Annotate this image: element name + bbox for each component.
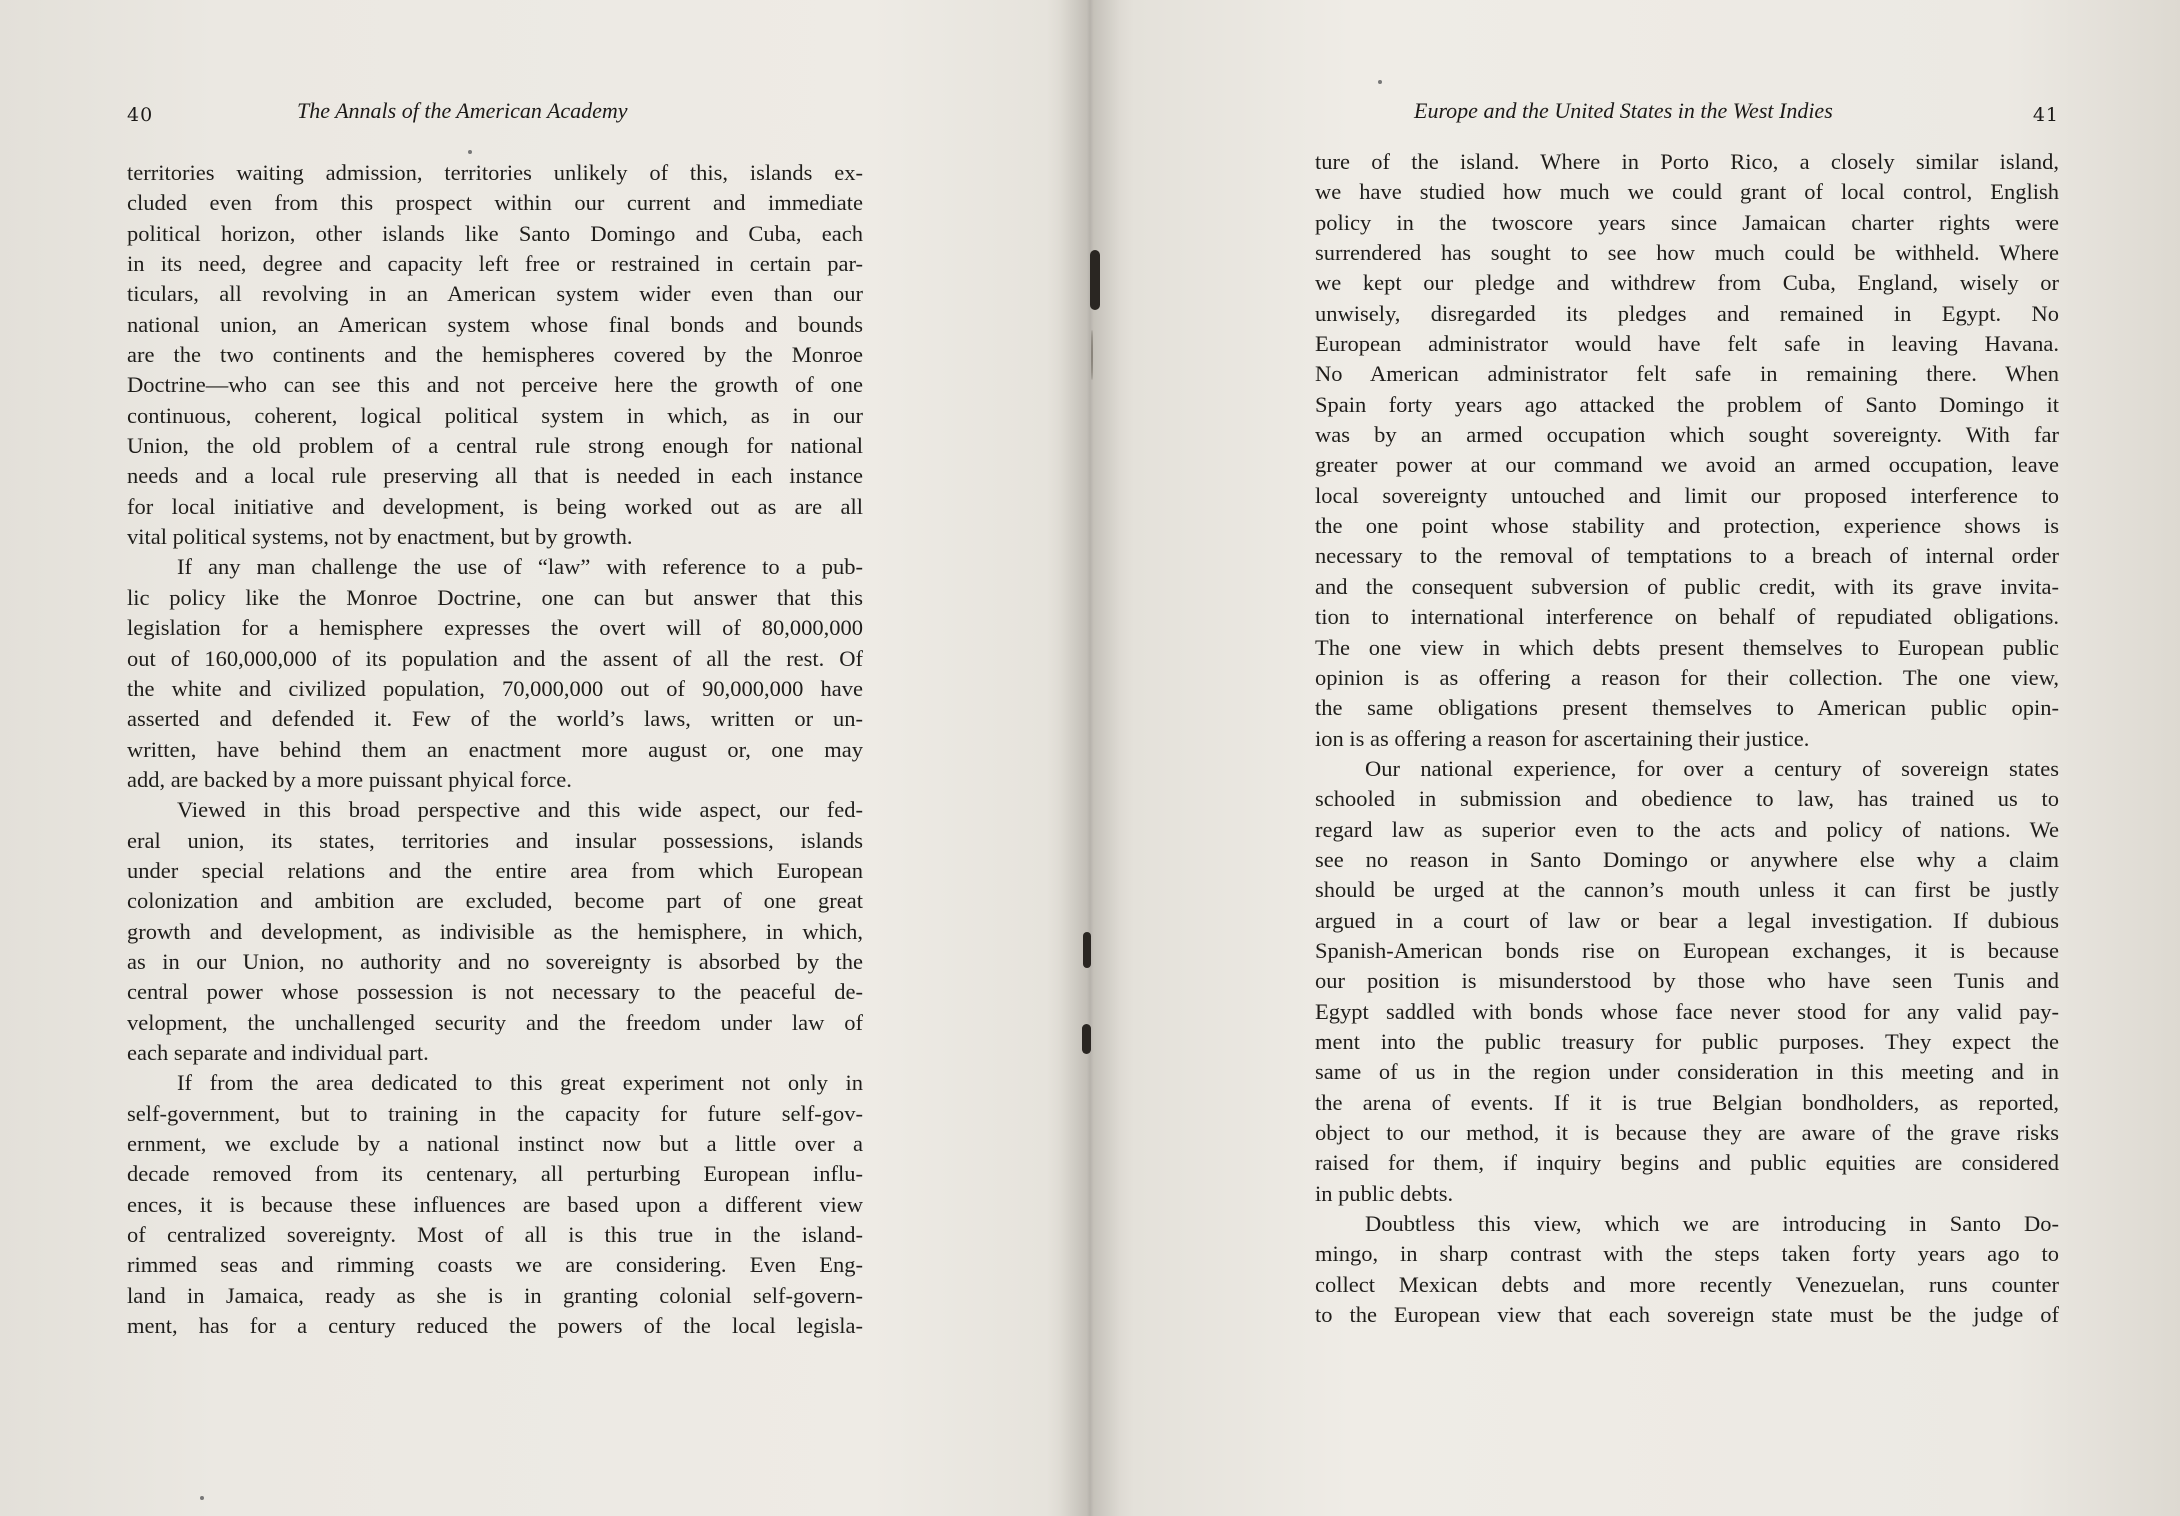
text-line: raised for them, if inquiry begins and public equities are considered bbox=[1315, 1150, 2059, 1176]
text-line: out of 160,000,000 of its population and the assent of all the rest. Of bbox=[127, 645, 863, 671]
page-number: 40 bbox=[127, 104, 154, 126]
text-line: legislation for a hemisphere expresses the overt will of 80,000,000 bbox=[127, 615, 863, 641]
left-page bbox=[0, 0, 1085, 1516]
text-line: self-government, but to training in the capacity for future self-gov- bbox=[127, 1100, 863, 1126]
text-line: under special relations and the entire area from which European bbox=[127, 857, 863, 883]
text-line: ment, has for a century reduced the powers of the local legisla- bbox=[127, 1313, 863, 1339]
text-line: needs and a local rule preserving all that is needed in each instance bbox=[127, 463, 863, 489]
text-line: central power whose possession is not necessary to the peaceful de- bbox=[127, 979, 863, 1005]
text-line: the same obligations present themselves to American public opin- bbox=[1315, 695, 2059, 721]
page-number: 41 bbox=[2032, 104, 2059, 126]
text-line: unwisely, disregarded its pledges and remained in Egypt. No bbox=[1315, 300, 2059, 326]
text-line: greater power at our command we avoid an armed occupation, leave bbox=[1315, 452, 2059, 478]
text-line: decade removed from its centenary, all perturbing European influ- bbox=[127, 1161, 863, 1187]
text-line: the one point whose stability and protection, experience shows is bbox=[1315, 513, 2059, 539]
text-line: the arena of events. If it is true Belgian bondholders, as reported, bbox=[1315, 1089, 2059, 1115]
text-line: to the European view that each sovereign state must be the judge of bbox=[1315, 1302, 2059, 1328]
text-line: ment into the public treasury for public purposes. They expect the bbox=[1315, 1028, 2059, 1054]
text-line: same of us in the region under consideration in this meeting and in bbox=[1315, 1059, 2059, 1085]
text-line: the white and civilized population, 70,000,000 out of 90,000,000 have bbox=[127, 675, 863, 701]
text-line: are the two continents and the hemispheres covered by the Monroe bbox=[127, 342, 863, 368]
text-line: ture of the island. Where in Porto Rico, a closely similar island, bbox=[1315, 149, 2059, 174]
text-line: If any man challenge the use of “law” with reference to a pub- bbox=[177, 554, 863, 580]
text-line: regard law as superior even to the acts and policy of nations. We bbox=[1315, 816, 2059, 842]
text-line: collect Mexican debts and more recently Venezuelan, runs counter bbox=[1315, 1271, 2059, 1297]
text-line: ion is as offering a reason for ascertaining their justice. bbox=[1315, 725, 1810, 751]
text-line: written, have behind them an enactment more august or, one may bbox=[127, 736, 863, 762]
text-line: was by an armed occupation which sought sovereignty. With far bbox=[1315, 422, 2059, 448]
text-line: mingo, in sharp contrast with the steps taken forty years ago to bbox=[1315, 1241, 2059, 1267]
text-line: Viewed in this broad perspective and this wide aspect, our fed- bbox=[177, 797, 863, 823]
text-line: should be urged at the cannon’s mouth unless it can first be justly bbox=[1315, 877, 2059, 903]
right-page-header bbox=[1315, 96, 2059, 136]
text-line: vital political systems, not by enactment, but by growth. bbox=[127, 524, 633, 550]
text-line: national union, an American system whose final bonds and bounds bbox=[127, 311, 863, 337]
text-line: tion to international interference on behalf of repudiated obligations. bbox=[1315, 604, 2059, 630]
text-line: of centralized sovereignty. Most of all is this true in the island- bbox=[127, 1222, 863, 1248]
text-line: cluded even from this prospect within our current and immediate bbox=[127, 190, 863, 216]
text-line: and the consequent subversion of public credit, with its grave invita- bbox=[1315, 573, 2059, 599]
running-head: The Annals of the American Academy bbox=[297, 98, 628, 123]
text-line: If from the area dedicated to this great experiment not only in bbox=[177, 1070, 863, 1096]
text-line: Spain forty years ago attacked the problem of Santo Domingo it bbox=[1315, 391, 2059, 417]
right-page-body bbox=[1315, 147, 2059, 1330]
text-line: political horizon, other islands like Santo Domingo and Cuba, each bbox=[127, 220, 863, 246]
text-line: schooled in submission and obedience to law, has trained us to bbox=[1315, 786, 2059, 812]
text-line: growth and development, as indivisible as the hemisphere, in which, bbox=[127, 918, 863, 944]
text-line: for local initiative and development, is being worked out as are all bbox=[127, 493, 863, 519]
text-line: in its need, degree and capacity left free or restrained in certain par- bbox=[127, 251, 863, 277]
text-line: necessary to the removal of temptations to a breach of internal order bbox=[1315, 543, 2059, 569]
text-line: colonization and ambition are excluded, become part of one great bbox=[127, 888, 863, 914]
text-line: in public debts. bbox=[1315, 1180, 1454, 1206]
text-line: Doubtless this view, which we are introducing in Santo Do- bbox=[1365, 1211, 2059, 1237]
text-line: asserted and defended it. Few of the world’s laws, written or un- bbox=[127, 706, 863, 732]
text-line: as in our Union, no authority and no sovereignty is absorbed by the bbox=[127, 948, 863, 974]
text-line: ticulars, all revolving in an American system wider even than our bbox=[127, 281, 863, 307]
text-line: Egypt saddled with bonds whose face never stood for any valid pay- bbox=[1315, 998, 2059, 1024]
text-line: our position is misunderstood by those who have seen Tunis and bbox=[1315, 968, 2059, 994]
text-line: opinion is as offering a reason for their collection. The one view, bbox=[1315, 664, 2059, 690]
text-line: see no reason in Santo Domingo or anywhere else why a claim bbox=[1315, 846, 2059, 872]
text-line: policy in the twoscore years since Jamaican charter rights were bbox=[1315, 209, 2059, 235]
text-line: rimmed seas and rimming coasts we are considering. Even Eng- bbox=[127, 1252, 863, 1278]
text-line: No American administrator felt safe in remaining there. When bbox=[1315, 361, 2059, 387]
text-line: continuous, coherent, logical political system in which, as in our bbox=[127, 402, 863, 428]
text-line: The one view in which debts present themselves to European public bbox=[1315, 634, 2059, 660]
text-line: Doctrine—who can see this and not perceive here the growth of one bbox=[127, 372, 863, 398]
left-page-header bbox=[127, 96, 863, 136]
text-line: add, are backed by a more puissant phyical force. bbox=[127, 766, 572, 792]
text-line: lic policy like the Monroe Doctrine, one can but answer that this bbox=[127, 584, 863, 610]
text-line: local sovereignty untouched and limit our proposed interference to bbox=[1315, 482, 2059, 508]
left-page-body bbox=[127, 158, 863, 1341]
text-line: surrendered has sought to see how much could be withheld. Where bbox=[1315, 240, 2059, 266]
text-line: argued in a court of law or bear a legal investigation. If dubious bbox=[1315, 907, 2059, 933]
text-line: eral union, its states, territories and insular possessions, islands bbox=[127, 827, 863, 853]
text-line: we kept our pledge and withdrew from Cuba, England, wisely or bbox=[1315, 270, 2059, 296]
text-line: Spanish-American bonds rise on European exchanges, it is because bbox=[1315, 937, 2059, 963]
text-line: land in Jamaica, ready as she is in granting colonial self-govern- bbox=[127, 1282, 863, 1308]
text-line: object to our method, it is because they are aware of the grave risks bbox=[1315, 1120, 2059, 1145]
text-line: ences, it is because these influences are based upon a different view bbox=[127, 1191, 863, 1217]
text-line: Union, the old problem of a central rule strong enough for national bbox=[127, 433, 863, 459]
text-line: velopment, the unchallenged security and the freedom under law of bbox=[127, 1009, 863, 1035]
text-line: each separate and individual part. bbox=[127, 1039, 429, 1065]
text-line: territories waiting admission, territories unlikely of this, islands ex- bbox=[127, 160, 863, 185]
right-page bbox=[1085, 0, 2180, 1516]
text-line: ernment, we exclude by a national instinct now but a little over a bbox=[127, 1131, 863, 1156]
text-line: European administrator would have felt safe in leaving Havana. bbox=[1315, 331, 2059, 357]
running-head: Europe and the United States in the West Indies bbox=[1414, 98, 1833, 123]
text-line: we have studied how much we could grant of local control, English bbox=[1315, 179, 2059, 205]
text-line: Our national experience, for over a century of sovereign states bbox=[1365, 755, 2059, 781]
